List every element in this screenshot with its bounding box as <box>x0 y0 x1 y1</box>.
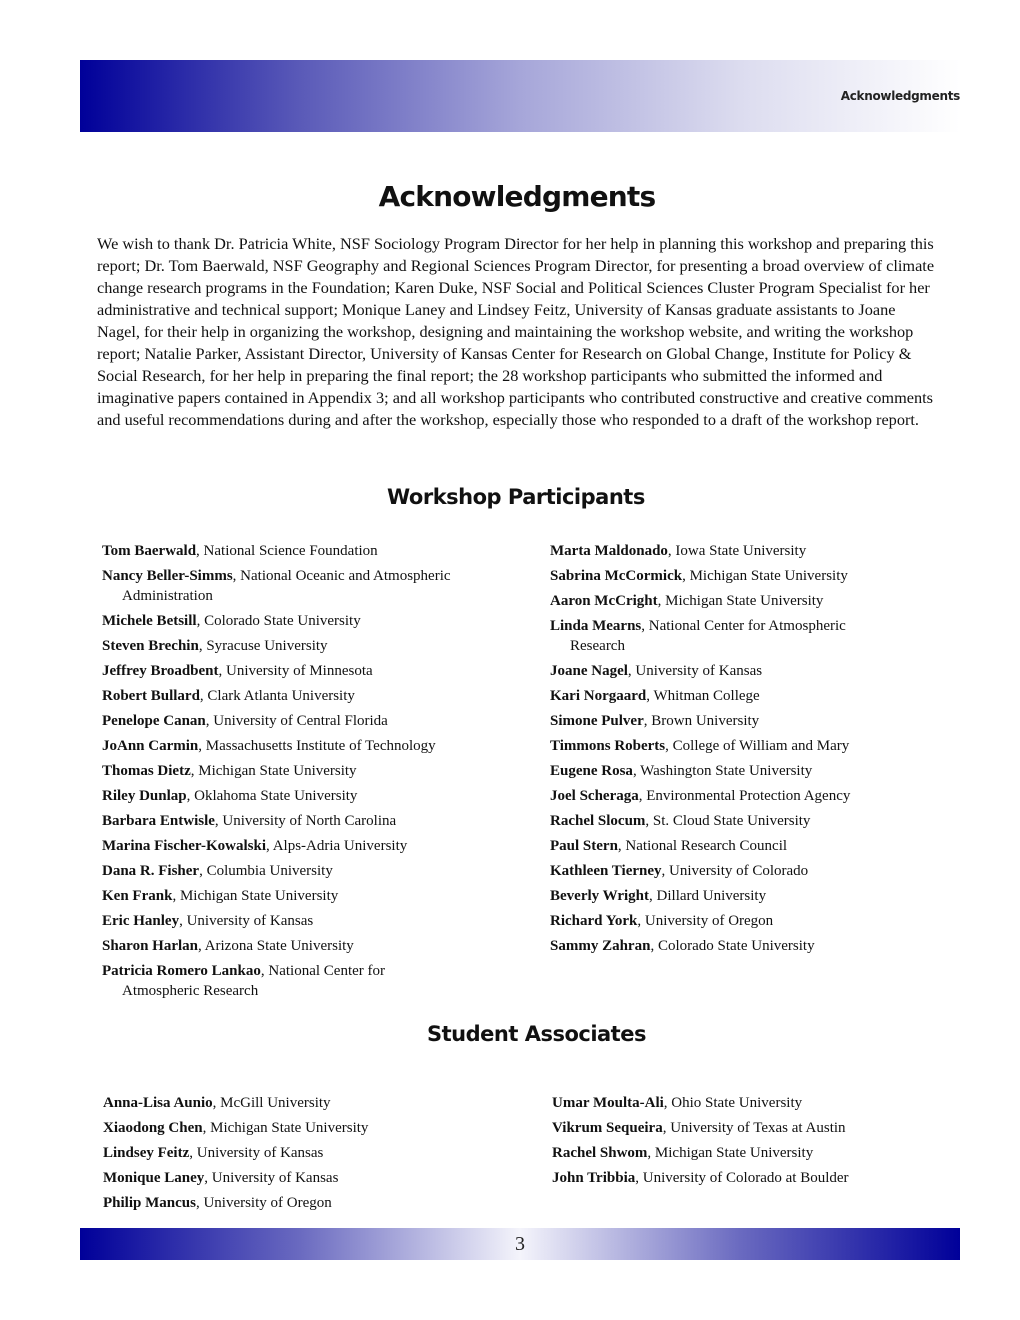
page-title: Acknowledgments <box>378 180 656 213</box>
list-item <box>552 1143 849 1163</box>
person-name: Kari Norgaard <box>550 688 647 704</box>
header-gradient-bar <box>80 60 960 132</box>
person-name: Monique Laney <box>103 1170 205 1186</box>
person-name: Beverly Wright <box>550 888 650 904</box>
affiliation: , Brown University <box>643 713 760 729</box>
person-name: Dana R. Fisher <box>102 863 200 879</box>
affiliation: , Whitman College <box>646 688 760 704</box>
affiliation: , Arizona State University <box>198 938 354 954</box>
affiliation: , Alps-Adria University <box>266 838 408 854</box>
list-item <box>102 811 451 831</box>
person-name: Timmons Roberts <box>550 738 666 754</box>
list-item <box>550 861 850 881</box>
list-item <box>550 711 850 731</box>
affiliation: , National Science Foundation <box>196 543 378 559</box>
list-item <box>552 1118 849 1138</box>
affiliation: , Michigan State University <box>682 568 848 584</box>
participants-left-column <box>102 541 451 1006</box>
list-item <box>550 736 850 756</box>
affiliation: , University of Kansas <box>179 913 314 929</box>
affiliation: , Ohio State University <box>663 1095 803 1111</box>
person-name: Aaron McCright <box>550 593 658 609</box>
person-name: Penelope Canan <box>102 713 206 729</box>
person-name: Nancy Beller-Simms <box>102 568 233 584</box>
list-item <box>102 911 451 931</box>
students-heading: Student Associates <box>427 1022 646 1046</box>
person-name: Barbara Entwisle <box>102 813 215 829</box>
affiliation: , Syracuse University <box>198 638 328 654</box>
affiliation: , Michigan State University <box>202 1120 369 1136</box>
list-item <box>102 541 451 561</box>
affiliation: , College of William and Mary <box>665 738 850 754</box>
list-item <box>102 661 451 681</box>
affiliation: , University of Kansas <box>204 1170 339 1186</box>
person-name: Thomas Dietz <box>102 763 191 779</box>
person-name: Tom Baerwald <box>102 543 197 559</box>
person-name: John Tribbia <box>552 1170 636 1186</box>
footer-gradient-bar <box>80 1228 960 1260</box>
person-name: Paul Stern <box>550 838 618 854</box>
list-item <box>550 686 850 706</box>
affiliation: , University of North Carolina <box>214 813 397 829</box>
person-name: Michele Betsill <box>102 613 197 629</box>
person-name: Linda Mearns <box>550 618 642 634</box>
affiliation: , National Research Council <box>617 838 788 854</box>
affiliation: , University of Colorado at Boulder <box>635 1170 849 1186</box>
list-item <box>102 566 451 606</box>
person-name: Joel Scheraga <box>550 788 639 804</box>
intro-paragraph: We wish to thank Dr. Patricia White, NSF Sociology Program Director for her help in planning this workshop and preparing this report; Dr. Tom Baerwald, NSF Geography and Regional Sciences Program Director, for presenting a broad overview of climate change research programs in the Foundation; Karen Duke, NSF Social and Political Sciences Cluster Program Specialist for her administrative and technical support; Monique Laney and Lindsey Feitz, University of Kansas graduate assistants to Joane Nagel, for their help in organizing the workshop, designing and maintaining the workshop website, and writing the workshop report; Natalie Parker, Assistant Director, University of Kansas Center for Research on Global Change, Institute for Policy & Social Research, for her help in preparing the final report; the 28 workshop participants who submitted the informed and imaginative papers contained in Appendix 3; and all workshop participants who contributed constructive and creative comments and useful recommendations during and after the workshop, especially those who responded to a draft of the workshop report. <box>97 234 935 429</box>
list-item <box>103 1193 368 1213</box>
person-name: Eric Hanley <box>102 913 180 929</box>
person-name: Umar Moulta-Ali <box>552 1095 664 1111</box>
affiliation: , Oklahoma State University <box>186 788 358 804</box>
affiliation: , University of Colorado <box>661 863 809 879</box>
list-item <box>102 761 451 781</box>
list-item <box>552 1093 849 1113</box>
students-left-column <box>103 1093 368 1218</box>
person-name: Joane Nagel <box>550 663 628 679</box>
person-name: Jeffrey Broadbent <box>102 663 219 679</box>
participants-right-column <box>550 541 850 961</box>
list-item <box>550 886 850 906</box>
list-item <box>550 836 850 856</box>
list-item <box>102 786 451 806</box>
list-item <box>550 911 850 931</box>
affiliation: , Michigan State University <box>657 593 824 609</box>
list-item <box>550 591 850 611</box>
person-name: Patricia Romero Lankao <box>102 963 261 979</box>
affiliation: , Massachusetts Institute of Technology <box>198 738 436 754</box>
list-item <box>103 1093 368 1113</box>
affiliation: , University of Central Florida <box>205 713 388 729</box>
list-item <box>102 611 451 631</box>
list-item <box>102 961 451 1001</box>
person-name: Kathleen Tierney <box>550 863 662 879</box>
person-name: JoAnn Carmin <box>102 738 199 754</box>
list-item <box>552 1168 849 1188</box>
affiliation: , University of Kansas <box>189 1145 324 1161</box>
list-item <box>550 541 850 561</box>
list-item <box>102 836 451 856</box>
person-name: Xiaodong Chen <box>103 1120 203 1136</box>
person-name: Anna-Lisa Aunio <box>103 1095 213 1111</box>
person-name: Riley Dunlap <box>102 788 187 804</box>
list-item <box>103 1168 368 1188</box>
affiliation: , Columbia University <box>199 863 333 879</box>
person-name: Vikrum Sequeira <box>552 1120 663 1136</box>
affiliation: , University of Texas at Austin <box>662 1120 846 1136</box>
affiliation-continued: Administration <box>122 588 213 604</box>
participants-heading: Workshop Participants <box>387 485 645 509</box>
running-head: Acknowledgments <box>840 89 960 103</box>
person-name: Steven Brechin <box>102 638 199 654</box>
affiliation: , University of Oregon <box>637 913 774 929</box>
list-item <box>103 1118 368 1138</box>
affiliation: , Colorado State University <box>196 613 361 629</box>
list-item <box>102 711 451 731</box>
person-name: Sabrina McCormick <box>550 568 683 584</box>
affiliation-continued: Atmospheric Research <box>122 983 259 999</box>
list-item <box>102 636 451 656</box>
affiliation: , Michigan State University <box>172 888 339 904</box>
person-name: Marta Maldonado <box>550 543 668 559</box>
affiliation: , St. Cloud State University <box>645 813 811 829</box>
list-item <box>103 1143 368 1163</box>
list-item <box>550 616 850 656</box>
list-item <box>102 886 451 906</box>
person-name: Marina Fischer-Kowalski <box>102 838 267 854</box>
students-right-column <box>552 1093 849 1193</box>
affiliation: , Michigan State University <box>190 763 357 779</box>
list-item <box>550 811 850 831</box>
person-name: Philip Mancus <box>103 1195 196 1211</box>
person-name: Richard York <box>550 913 638 929</box>
affiliation: , McGill University <box>212 1095 331 1111</box>
person-name: Simone Pulver <box>550 713 644 729</box>
person-name: Rachel Slocum <box>550 813 646 829</box>
affiliation: , National Center for Atmospheric <box>641 618 846 634</box>
affiliation: , University of Kansas <box>627 663 763 679</box>
list-item <box>550 786 850 806</box>
list-item <box>550 566 850 586</box>
affiliation: , Clark Atlanta University <box>199 688 355 704</box>
affiliation-continued: Research <box>570 638 625 654</box>
person-name: Lindsey Feitz <box>103 1145 190 1161</box>
affiliation: , Dillard University <box>649 888 767 904</box>
person-name: Sammy Zahran <box>550 938 651 954</box>
person-name: Robert Bullard <box>102 688 200 704</box>
person-name: Sharon Harlan <box>102 938 198 954</box>
list-item <box>550 936 850 956</box>
person-name: Ken Frank <box>102 888 173 904</box>
affiliation: , National Oceanic and Atmospheric <box>232 568 451 584</box>
affiliation: , Colorado State University <box>650 938 815 954</box>
person-name: Eugene Rosa <box>550 763 633 779</box>
list-item <box>102 736 451 756</box>
affiliation: , National Center for <box>260 963 385 979</box>
list-item <box>550 661 850 681</box>
list-item <box>102 936 451 956</box>
page-number: 3 <box>515 1233 525 1255</box>
affiliation: , University of Oregon <box>195 1195 332 1211</box>
person-name: Rachel Shwom <box>552 1145 648 1161</box>
list-item <box>550 761 850 781</box>
list-item <box>102 861 451 881</box>
affiliation: , Environmental Protection Agency <box>638 788 851 804</box>
affiliation: , University of Minnesota <box>218 663 373 679</box>
affiliation: , Iowa State University <box>667 543 807 559</box>
affiliation: , Washington State University <box>632 763 813 779</box>
list-item <box>102 686 451 706</box>
affiliation: , Michigan State University <box>647 1145 814 1161</box>
